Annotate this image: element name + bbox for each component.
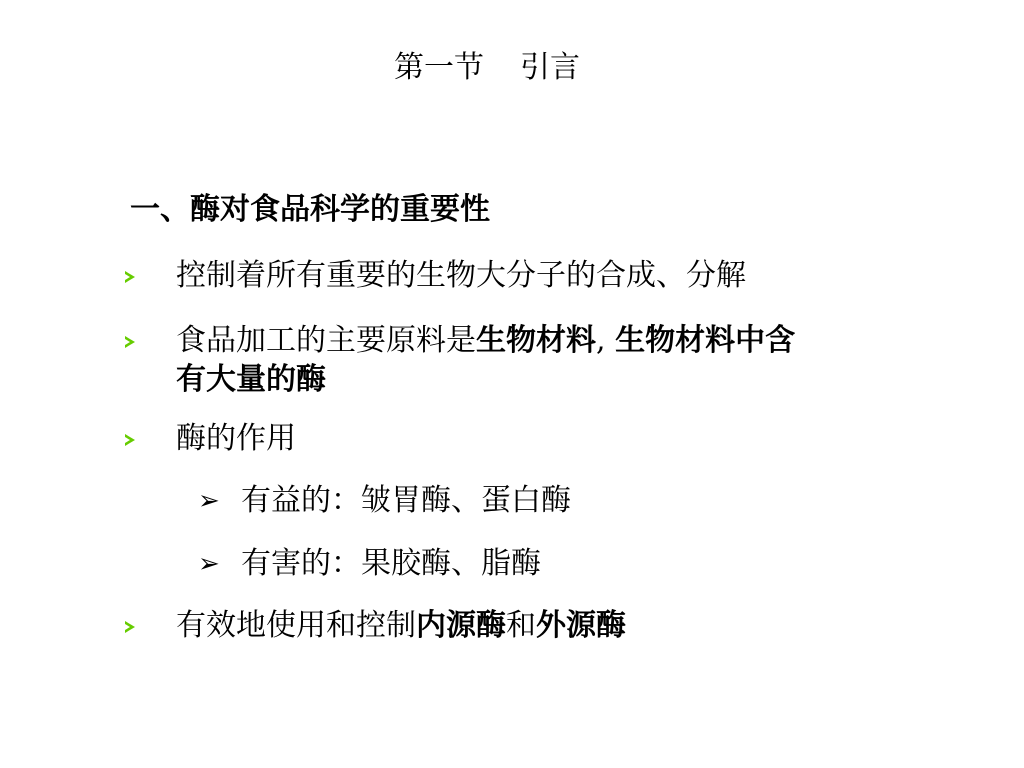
bullet-text-line-2 xyxy=(176,360,326,400)
sub-item-text: 有害的：果胶酶、脂酶 xyxy=(241,546,541,581)
plain-text: 和 xyxy=(506,608,536,643)
slide-title xyxy=(0,48,974,88)
title-part-1: 第一节 xyxy=(394,50,484,85)
bullet-text xyxy=(176,606,626,646)
bold-text: 内源酶 xyxy=(416,608,506,643)
bold-text: 外源酶 xyxy=(536,608,626,643)
sub-item-text: 有益的：皱胃酶、蛋白酶 xyxy=(241,483,571,518)
bullet-arrow-icon xyxy=(125,434,135,446)
bullet-arrow-icon xyxy=(125,271,135,283)
section-heading: 一、酶对食品科学的重要性 xyxy=(130,192,490,227)
separator: , xyxy=(596,323,606,358)
bold-text: 生物材料 xyxy=(476,323,596,358)
bullet-text: 控制着所有重要的生物大分子的合成、分解 xyxy=(176,258,746,293)
bullet-arrow-icon xyxy=(125,621,135,633)
plain-text: 食品加工的主要原料是 xyxy=(176,323,476,358)
title-part-2: 引言 xyxy=(520,50,580,85)
bold-text: 有大量的酶 xyxy=(176,362,326,397)
plain-text: 有效地使用和控制 xyxy=(176,608,416,643)
bullet-text-line-1 xyxy=(176,321,795,361)
bullet-arrow-icon xyxy=(125,336,135,348)
bullet-text: 酶的作用 xyxy=(176,421,296,456)
bold-text: 生物材料中含 xyxy=(615,323,796,358)
sub-bullet-arrow-icon: ➢ xyxy=(198,549,220,579)
sub-bullet-arrow-icon: ➢ xyxy=(198,486,220,516)
